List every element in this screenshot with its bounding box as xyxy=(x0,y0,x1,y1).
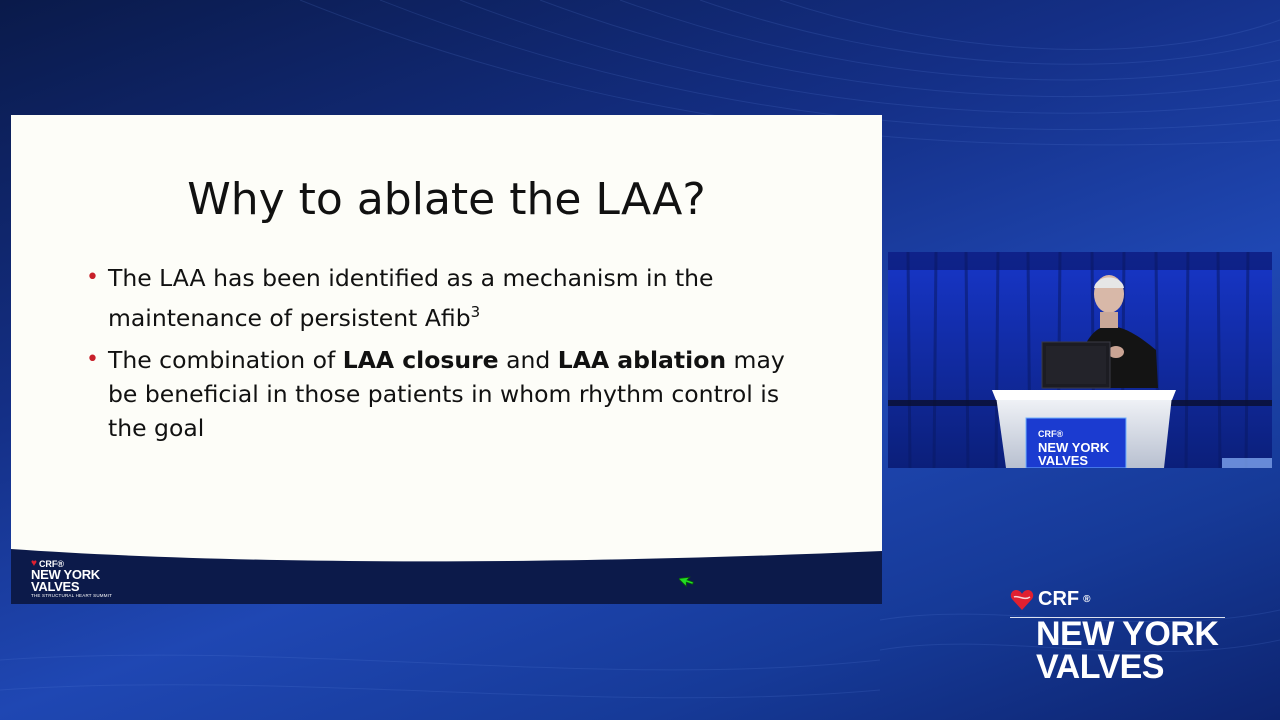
bullet-text: may be beneficial in those patients in whom rhythm control is the goal xyxy=(108,346,785,442)
bullet-bold-text: LAA closure xyxy=(342,346,499,374)
podium-logo-crf: CRF® xyxy=(1038,429,1064,439)
crf-brand-logo xyxy=(1010,588,1225,684)
bullet-text: The LAA has been identified as a mechanism in the maintenance of persistent Afib xyxy=(108,264,714,332)
bullet-dot-icon: • xyxy=(86,265,99,290)
footer-logo-line2: VALVES xyxy=(31,579,80,594)
brand-line2: VALVES xyxy=(1036,648,1164,686)
mouse-cursor-icon xyxy=(679,572,695,588)
citation-superscript: 3 xyxy=(470,303,481,321)
podium-logo-line1: NEW YORK xyxy=(1038,440,1110,455)
bullet-text: The combination of xyxy=(108,346,343,374)
bullet-item xyxy=(86,261,806,335)
bullet-item xyxy=(86,343,806,445)
speaker-video xyxy=(888,252,1272,468)
speaker-video-frame xyxy=(888,252,1272,468)
bullet-dot-icon: • xyxy=(86,347,99,372)
presentation-slide xyxy=(11,115,882,604)
footer-logo-crf: CRF® xyxy=(38,558,65,569)
slide-footer xyxy=(11,549,882,604)
bullet-bold-text: LAA ablation xyxy=(557,346,727,374)
footer-logo xyxy=(31,558,112,598)
footer-logo-tagline: THE STRUCTURAL HEART SUMMIT xyxy=(31,593,113,598)
footer-wave xyxy=(11,549,882,604)
bullet-list xyxy=(86,261,806,453)
bullet-text: and xyxy=(498,346,558,374)
crf-heart-icon xyxy=(1010,589,1034,611)
brand-crf: CRF xyxy=(1038,588,1080,610)
brand-registered: ® xyxy=(1083,594,1091,605)
brand-line1: NEW YORK xyxy=(1036,615,1219,653)
crf-heart-icon: ♥ xyxy=(31,558,37,569)
slide-title: Why to ablate the LAA? xyxy=(187,174,706,225)
footer-logo-line1: NEW YORK xyxy=(31,567,100,582)
podium-logo-line2: VALVES xyxy=(1038,453,1089,468)
